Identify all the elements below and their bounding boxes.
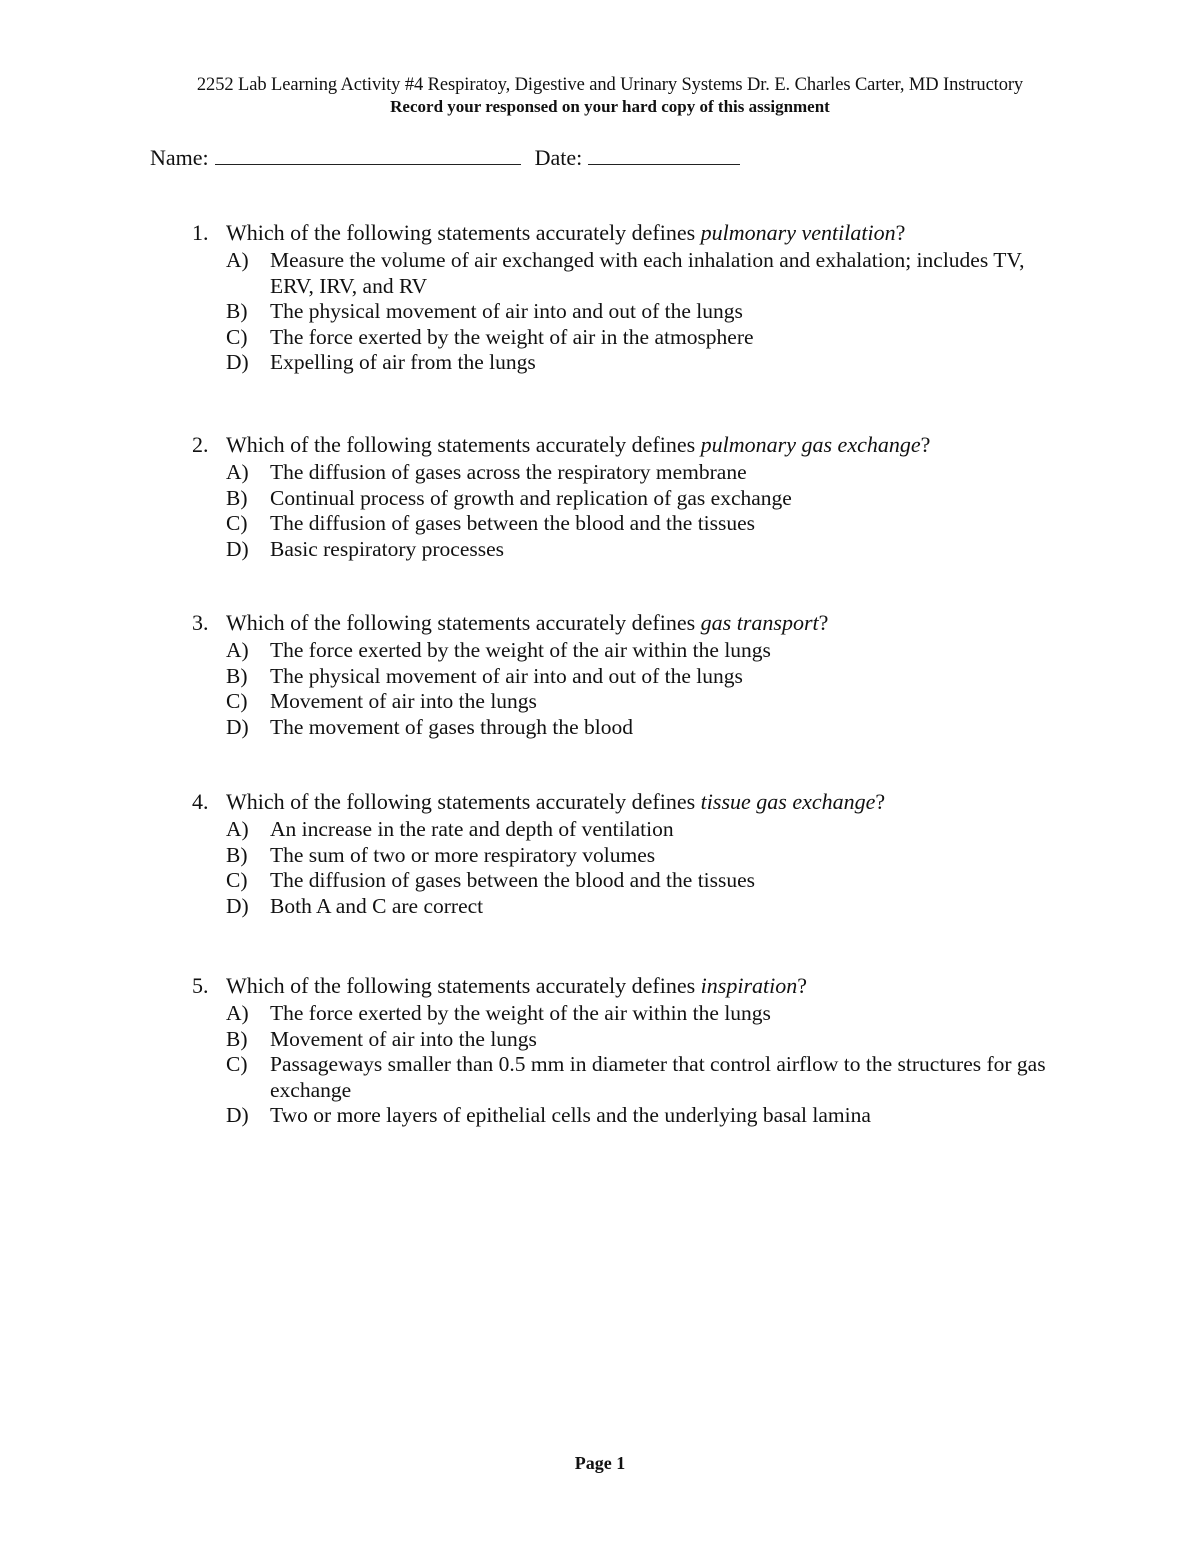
option-list — [226, 460, 1072, 562]
page-number: Page 1 — [574, 1453, 626, 1473]
question-text: Which of the following statements accurately defines — [226, 220, 701, 245]
option-text: Expelling of air from the lungs — [270, 350, 536, 374]
option-list — [226, 638, 1072, 740]
option-text: The force exerted by the weight of the air within the lungs — [270, 1001, 771, 1025]
question-stem — [192, 432, 1072, 458]
option-letter: D) — [226, 536, 249, 561]
option-text: Both A and C are correct — [270, 893, 484, 918]
option-letter: A) — [226, 1001, 249, 1025]
option-b — [226, 486, 1072, 512]
question-mark: ? — [875, 789, 886, 814]
option-d — [226, 1103, 1072, 1129]
option-text: The force exerted by the weight of air in the atmosphere — [270, 324, 754, 349]
option-c — [226, 689, 1072, 715]
option-a — [226, 248, 1072, 299]
option-a — [226, 460, 1072, 486]
option-letter: C) — [226, 324, 248, 349]
option-c — [226, 868, 1072, 894]
option-text: The diffusion of gases across the respiratory membrane — [270, 460, 747, 484]
option-text: Movement of air into the lungs — [270, 689, 537, 713]
question-stem — [192, 220, 1072, 246]
question-2 — [192, 432, 1072, 562]
question-mark: ? — [920, 432, 931, 457]
option-text: Measure the volume of air exchanged with each inhalation and exhalation; includes TV, ERV, IRV, and RV — [270, 248, 1025, 298]
option-c — [226, 511, 1072, 537]
option-letter: C) — [226, 689, 248, 713]
question-term: tissue gas exchange — [700, 789, 876, 814]
option-letter: C) — [226, 511, 248, 535]
option-list — [226, 1001, 1072, 1129]
question-number: 1. — [192, 220, 209, 245]
page-footer — [0, 1453, 1200, 1474]
option-b — [226, 843, 1072, 869]
option-text: The physical movement of air into and out of the lungs — [270, 299, 743, 323]
option-letter: D) — [226, 893, 249, 918]
option-text: Passageways smaller than 0.5 mm in diameter that control airflow to the structures for gas exchange — [270, 1052, 1046, 1102]
option-a — [226, 817, 1072, 843]
option-a — [226, 638, 1072, 664]
option-d — [226, 350, 1072, 376]
option-letter: B) — [226, 842, 248, 867]
question-5 — [192, 973, 1072, 1129]
date-blank-line — [588, 144, 740, 165]
question-number: 5. — [192, 973, 209, 998]
question-4 — [192, 789, 1072, 919]
question-mark: ? — [797, 973, 808, 998]
option-b — [226, 299, 1072, 325]
option-d — [226, 537, 1072, 563]
header-instructions: Record your responsed on your hard copy of this assignment — [390, 97, 830, 116]
name-date-row — [150, 144, 740, 172]
name-label: Name: — [150, 145, 209, 170]
question-number: 4. — [192, 789, 209, 814]
question-1 — [192, 220, 1072, 376]
option-letter: A) — [226, 248, 249, 272]
option-letter: B) — [226, 663, 248, 688]
question-text: Which of the following statements accurately defines — [226, 789, 701, 814]
option-text: The movement of gases through the blood — [270, 714, 634, 739]
option-text: An increase in the rate and depth of ventilation — [270, 817, 674, 841]
option-text: The diffusion of gases between the blood and the tissues — [270, 511, 756, 535]
question-text: Which of the following statements accurately defines — [226, 973, 701, 998]
option-letter: D) — [226, 714, 249, 739]
option-letter: B) — [226, 1026, 248, 1051]
option-text: The diffusion of gases between the blood and the tissues — [270, 868, 756, 892]
option-letter: D) — [226, 1103, 249, 1127]
question-term: inspiration — [700, 973, 798, 998]
question-text: Which of the following statements accurately defines — [226, 610, 701, 635]
question-mark: ? — [818, 610, 829, 635]
option-letter: A) — [226, 638, 249, 662]
option-letter: D) — [226, 350, 249, 374]
option-text: The force exerted by the weight of the air within the lungs — [270, 638, 771, 662]
option-letter: A) — [226, 817, 249, 841]
option-b — [226, 664, 1072, 690]
header-title: 2252 Lab Learning Activity #4 Respiratoy, Digestive and Urinary Systems Dr. E. Charles Carter, MD Instructory — [196, 75, 1024, 95]
question-term: pulmonary gas exchange — [700, 432, 921, 457]
name-blank-line — [215, 144, 521, 165]
option-c — [226, 1052, 1072, 1103]
question-stem — [192, 973, 1072, 999]
question-stem — [192, 610, 1072, 636]
option-b — [226, 1027, 1072, 1053]
option-text: Movement of air into the lungs — [270, 1026, 537, 1051]
option-text: Continual process of growth and replication of gas exchange — [270, 485, 792, 510]
option-letter: C) — [226, 1052, 248, 1076]
option-letter: B) — [226, 299, 248, 323]
option-letter: A) — [226, 460, 249, 484]
option-d — [226, 715, 1072, 741]
option-list — [226, 248, 1072, 376]
question-term: pulmonary ventilation — [700, 220, 896, 245]
question-3 — [192, 610, 1072, 740]
question-number: 2. — [192, 432, 209, 457]
question-stem — [192, 789, 1072, 815]
option-list — [226, 817, 1072, 919]
question-text: Which of the following statements accurately defines — [226, 432, 701, 457]
option-letter: C) — [226, 868, 248, 892]
question-mark: ? — [895, 220, 906, 245]
option-letter: B) — [226, 485, 248, 510]
question-term: gas transport — [700, 610, 819, 635]
option-a — [226, 1001, 1072, 1027]
date-label: Date: — [534, 145, 583, 170]
option-text: The physical movement of air into and out of the lungs — [270, 663, 743, 688]
document-header — [0, 74, 1200, 118]
option-text: Basic respiratory processes — [270, 536, 505, 561]
option-text: Two or more layers of epithelial cells and the underlying basal lamina — [270, 1103, 871, 1127]
option-c — [226, 325, 1072, 351]
option-d — [226, 894, 1072, 920]
option-text: The sum of two or more respiratory volumes — [270, 842, 656, 867]
question-number: 3. — [192, 610, 209, 635]
